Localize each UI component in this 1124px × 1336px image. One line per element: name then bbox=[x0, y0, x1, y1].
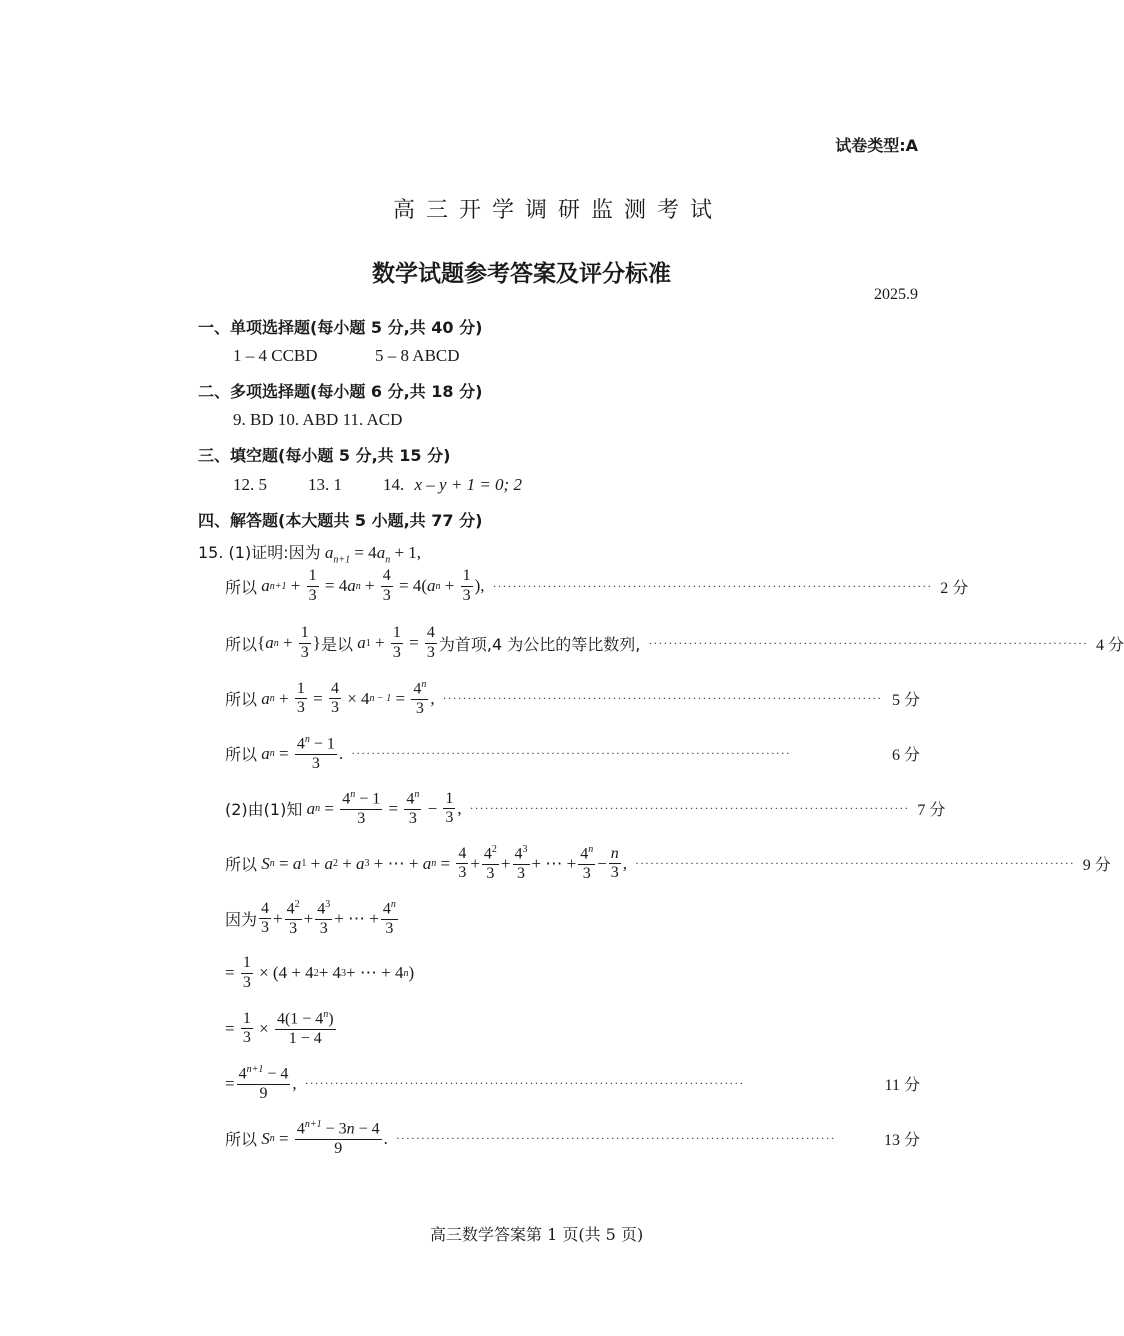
section-3-answer-12: 12. 5 bbox=[233, 475, 267, 494]
section-2-title: 二、多项选择题(每小题 6 分,共 18 分) bbox=[198, 382, 483, 401]
score-5: 5 分 bbox=[891, 692, 920, 710]
paper-type: 试卷类型:A bbox=[835, 136, 918, 155]
section-1-answers-b: 5 – 8 ABCD bbox=[375, 346, 460, 365]
q15-intro: 15. (1)证明:因为 $a_{n+1} = 4a_n + 1$, bbox=[198, 543, 422, 566]
section-4-title: 四、解答题(本大题共 5 小题,共 77 分) bbox=[198, 511, 483, 530]
section-3-answer-13: 13. 1 bbox=[308, 475, 342, 494]
step-2-tail: 为首项,4 为公比的等比数列, bbox=[438, 634, 641, 654]
section-3-title: 三、填空题(每小题 5 分,共 15 分) bbox=[198, 446, 451, 465]
q15-step-2: 所以 { a n + $\frac{1}{3}$ } 是以 a 1 + $\frac{1}{3}$ = $\frac{4}{3}$ 为首项,4 为公比的等比数列, ························································································ 4 分 bbox=[225, 624, 1124, 661]
answer-14-label: 14. bbox=[383, 475, 405, 494]
score-6: 6 分 bbox=[891, 747, 920, 765]
q15-step-9: = $\frac{1}{3}$ × $\frac{4(1 - 4^n)}{1 - 4}$ bbox=[225, 1009, 334, 1048]
step-6-text: 所以 bbox=[225, 855, 258, 875]
section-1-answers-a: 1 – 4 CCBD bbox=[233, 346, 318, 365]
section-2-answers: 9. BD 10. ABD 11. ACD bbox=[233, 410, 403, 429]
q15-step-7: 因为 $\frac{4}{3}$ + $\frac{4^2}{3}$ + $\frac{4^3}{3}$ + ⋯ + $\frac{4^n}{3}$ bbox=[225, 899, 396, 938]
step-11-text: 所以 bbox=[225, 1130, 258, 1150]
q15-step-10: = $\frac{4^{n+1} - 4}{9}$ , ························································································ 11 分 bbox=[225, 1064, 920, 1103]
section-3-answer-14 bbox=[383, 475, 522, 495]
part-2-label: (2)由(1)知 bbox=[225, 800, 303, 820]
date: 2025.9 bbox=[874, 286, 918, 303]
page-footer: 高三数学答案第 1 页(共 5 页) bbox=[430, 1225, 644, 1244]
step-3-text: 所以 bbox=[225, 690, 258, 710]
score-11: 11 分 bbox=[884, 1077, 920, 1095]
step-4-text: 所以 bbox=[225, 745, 258, 765]
because-text: 因为 bbox=[225, 910, 258, 930]
score-13: 13 分 bbox=[883, 1132, 920, 1150]
main-title: 数学试题参考答案及评分标准 bbox=[372, 261, 671, 287]
q15-step-3: 所以 a n + $\frac{1}{3}$ = $\frac{4}{3}$ × 4 n − 1 = $\frac{4^n}{3}$ , ························································································ 5 分 bbox=[225, 679, 920, 718]
step-1-text: 所以 bbox=[225, 577, 258, 597]
q15-intro-label: 15. (1)证明:因为 bbox=[198, 543, 321, 562]
q15-step-11: 所以 S n = $\frac{4^{n+1} - 3n - 4}{9}$ . ························································································ 13 分 bbox=[225, 1119, 920, 1158]
score-7: 7 分 bbox=[917, 802, 946, 820]
q15-step-1: 所以 a n+1 + $\frac{1}{3}$ = 4 a n + $\frac{4}{3}$ = 4( a n + $\frac{1}{3}$ ), ························································································ 2 分 bbox=[225, 567, 969, 604]
score-9: 9 分 bbox=[1082, 857, 1111, 875]
answer-14-value: x – y + 1 = 0; 2 bbox=[414, 475, 522, 494]
section-1-title: 一、单项选择题(每小题 5 分,共 40 分) bbox=[198, 318, 483, 337]
score-4: 4 分 bbox=[1096, 636, 1124, 654]
q15-step-6: 所以 S n = a 1 + a 2 + a 3 + ⋯ + a n = $\frac{4}{3}$ + $\frac{4^2}{3}$ + $\frac{4^3}{3}$ + ⋯ + $\frac{4^n}{3}$ − $\frac{n}{3}$ , ························································································ 9 分 bbox=[225, 844, 1111, 883]
q15-step-8: = $\frac{1}{3}$ × (4 + 4 2 + 4 3 + ⋯ + 4 n ) bbox=[225, 954, 415, 991]
q15-step-5: (2)由(1)知 a n = $\frac{4^n - 1}{3}$ = $\frac{4^n}{3}$ − $\frac{1}{3}$ , ························································································ 7 分 bbox=[225, 789, 946, 828]
exam-title: 高 三 开 学 调 研 监 测 考 试 bbox=[393, 198, 714, 223]
q15-step-4: 所以 a n = $\frac{4^n - 1}{3}$ . ························································································ 6 分 bbox=[225, 734, 920, 773]
score-2: 2 分 bbox=[940, 579, 969, 597]
step-2-text: 所以 bbox=[225, 634, 258, 654]
